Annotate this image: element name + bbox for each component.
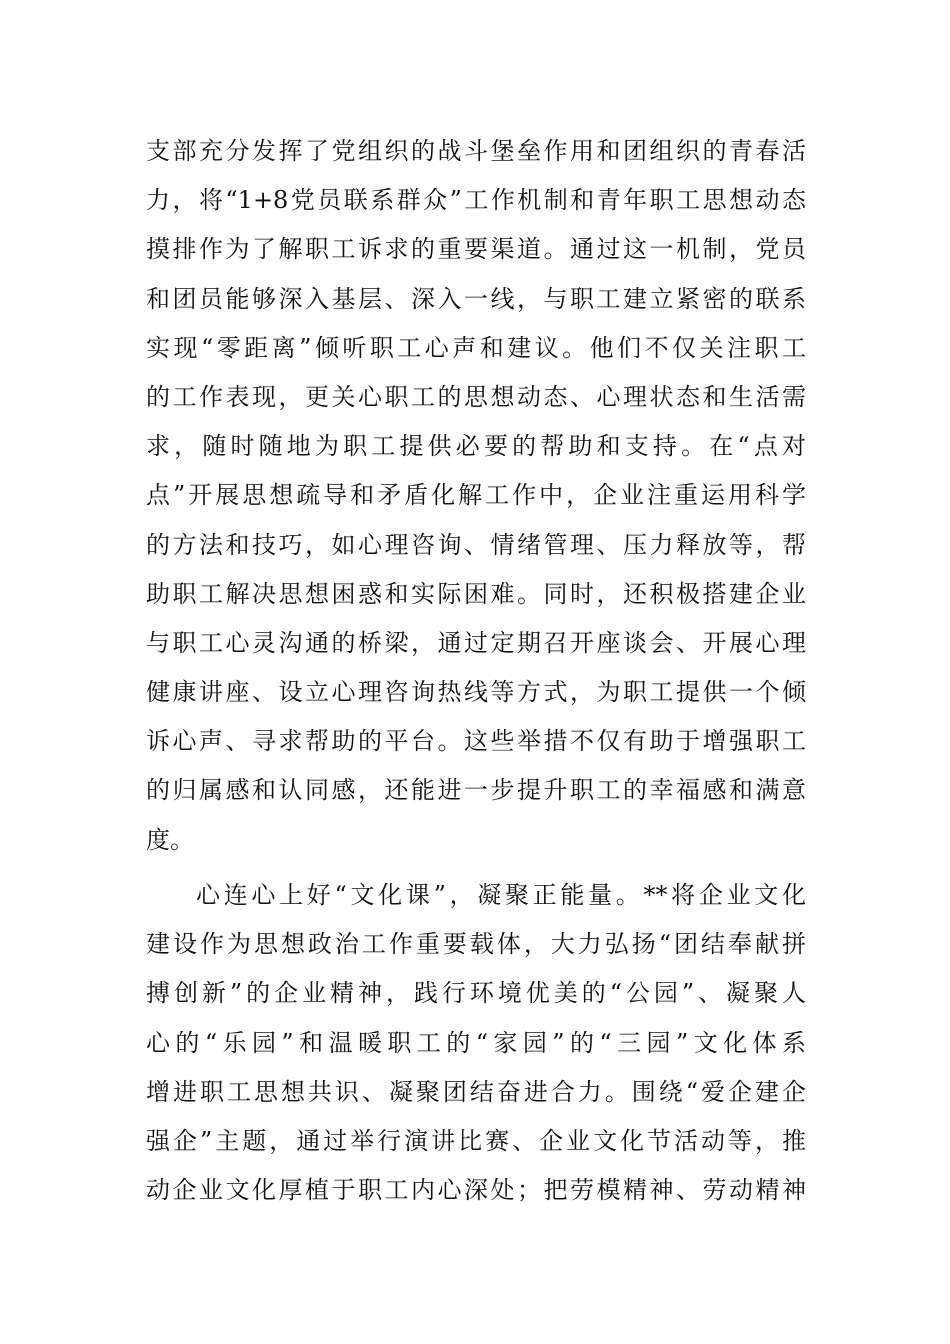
text-line: 搏创新”的企业精神，践行环境优美的“公园”、凝聚人 xyxy=(146,979,806,1008)
text-line: 建设作为思想政治工作重要载体，大力弘扬“团结奉献拼 xyxy=(146,930,806,959)
text-line: 度。 xyxy=(146,825,194,854)
text-line: 的归属感和认同感，还能进一步提升职工的幸福感和满意 xyxy=(146,776,806,805)
paragraph xyxy=(146,127,806,865)
text-line: 摸排作为了解职工诉求的重要渠道。通过这一机制，党员 xyxy=(146,235,806,264)
text-line: 诉心声、寻求帮助的平台。这些举措不仅有助于增强职工 xyxy=(146,727,806,756)
text-line: 力，将“1+8党员联系群众”工作机制和青年职工思想动态 xyxy=(146,186,806,215)
text-line: 支部充分发挥了党组织的战斗堡垒作用和团组织的青春活 xyxy=(146,137,806,165)
text-line: 心的“乐园”和温暖职工的“家园”的“三园”文化体系 xyxy=(146,1028,806,1057)
text-line: 动企业文化厚植于职工内心深处；把劳模精神、劳动精神 xyxy=(146,1176,806,1205)
text-line: 点”开展思想疏导和矛盾化解工作中，企业注重运用科学 xyxy=(146,481,806,510)
text-line: 实现“零距离”倾听职工心声和建议。他们不仅关注职工 xyxy=(146,333,806,362)
text-line: 健康讲座、设立心理咨询热线等方式，为职工提供一个倾 xyxy=(146,678,806,707)
text-line: 的工作表现，更关心职工的思想动态、心理状态和生活需 xyxy=(146,382,806,411)
text-line: 强企”主题，通过举行演讲比赛、企业文化节活动等，推 xyxy=(146,1126,806,1155)
text-line: 心连心上好“文化课”，凝聚正能量。**将企业文化 xyxy=(196,881,806,909)
text-line: 求，随时随地为职工提供必要的帮助和支持。在“点对 xyxy=(146,432,806,461)
text-line: 与职工心灵沟通的桥梁，通过定期召开座谈会、开展心理 xyxy=(146,628,806,657)
text-line: 和团员能够深入基层、深入一线，与职工建立紧密的联系 xyxy=(146,284,806,313)
text-line: 的方法和技巧，如心理咨询、情绪管理、压力释放等，帮 xyxy=(146,530,806,559)
text-line: 助职工解决思想困惑和实际困难。同时，还积极搭建企业 xyxy=(146,579,806,608)
text-line: 增进职工思想共识、凝聚团结奋进合力。围绕“爱企建企 xyxy=(146,1077,806,1106)
paragraph xyxy=(146,871,806,1215)
